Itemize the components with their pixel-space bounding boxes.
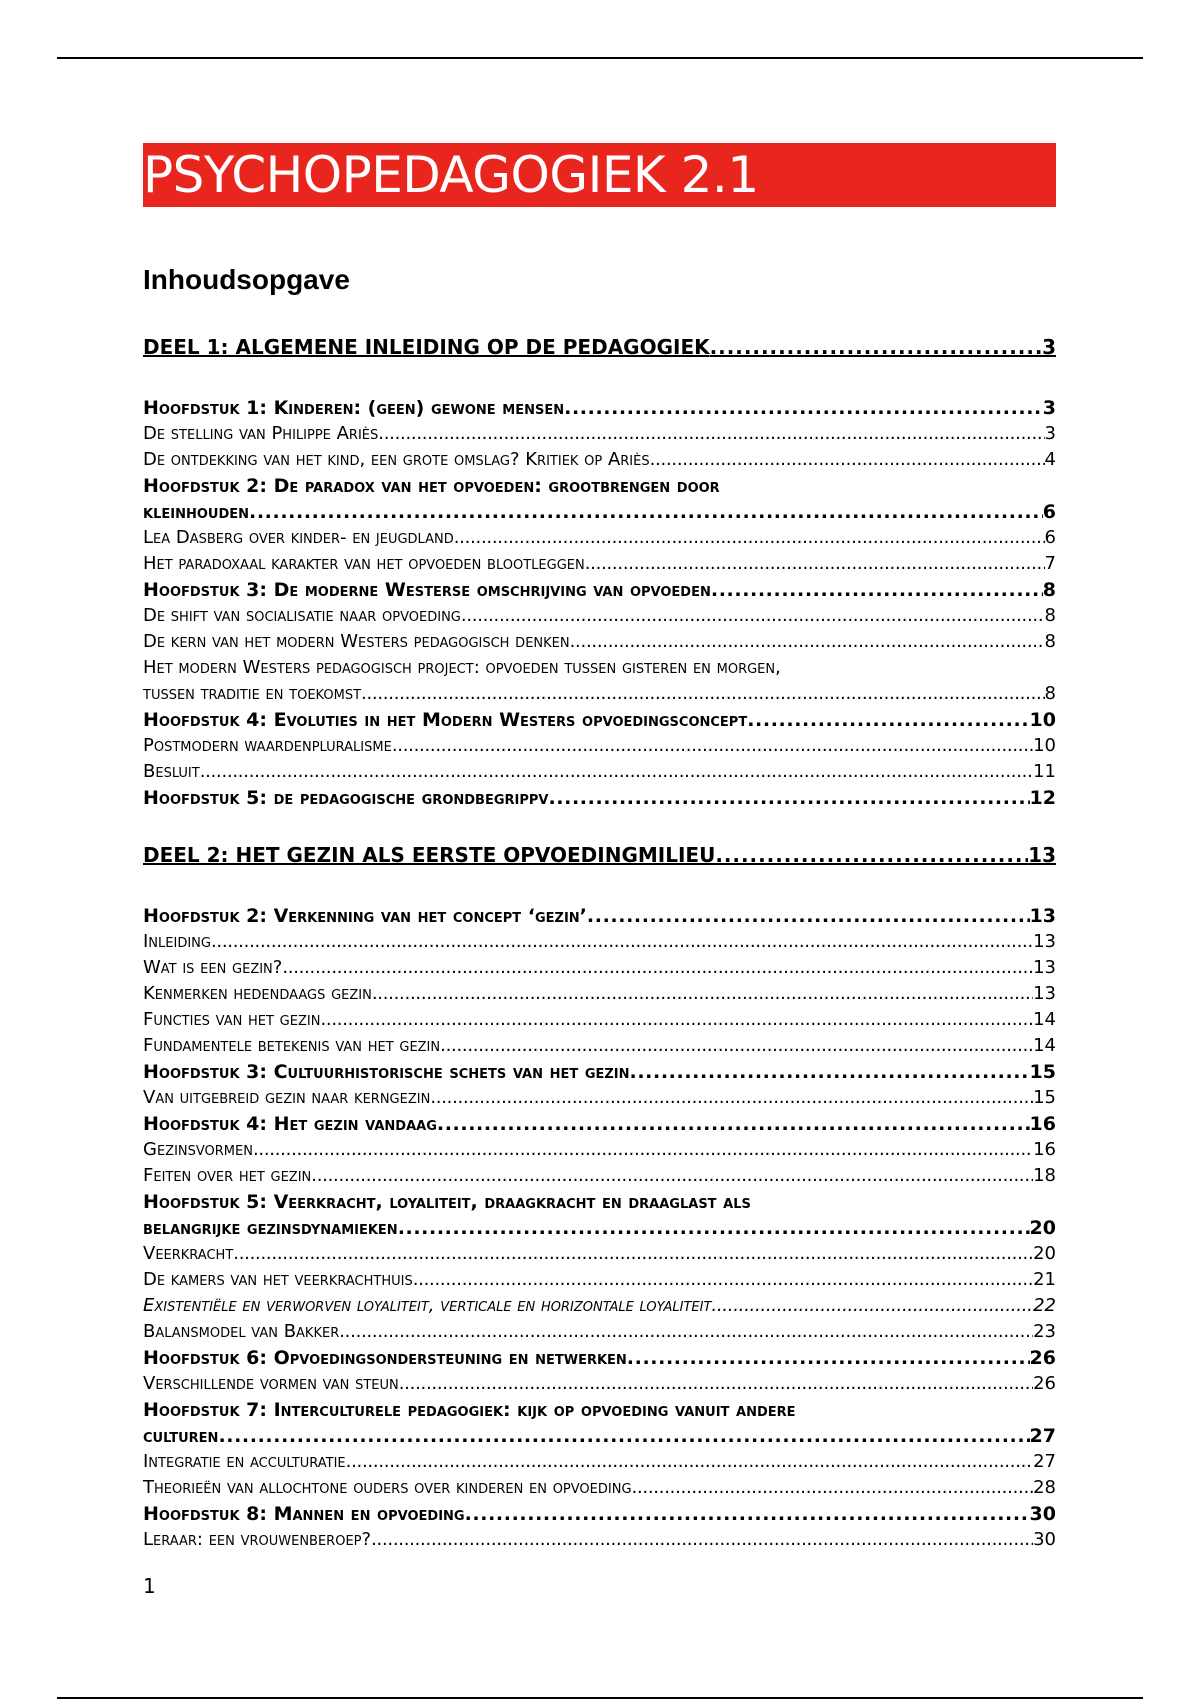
toc-entry-title: DEEL 2: HET GEZIN ALS EERSTE OPVOEDINGMILIEU (143, 843, 716, 867)
toc-entry-title: Feiten over het gezin (143, 1165, 312, 1186)
toc-entry-page: 14 (1033, 1035, 1056, 1056)
toc-entry-page: 11 (1033, 761, 1056, 782)
toc-entry-page: 14 (1033, 1009, 1056, 1030)
dot-leader (564, 395, 1043, 421)
toc-section-entry[interactable] (143, 525, 1056, 551)
dot-leader (398, 1215, 1030, 1241)
toc-entry-title-line1: Hoofdstuk 7: Interculturele pedagogiek: kijk op opvoeding vanuit andere (143, 1399, 796, 1421)
toc-entry-title: Hoofdstuk 3: De moderne Westerse omschrijving van opvoeden (143, 579, 711, 601)
toc-entry-page: 3 (1042, 335, 1056, 359)
toc-entry-page: 18 (1033, 1165, 1056, 1186)
dot-leader (371, 1527, 1033, 1553)
toc-part-entry[interactable] (143, 333, 1056, 361)
toc-chapter-entry[interactable] (143, 1397, 1056, 1449)
toc-section-entry[interactable] (143, 1475, 1056, 1501)
top-rule (57, 57, 1143, 59)
toc-chapter-entry[interactable] (143, 473, 1056, 525)
dot-leader (437, 1111, 1030, 1137)
dot-leader (461, 603, 1045, 629)
toc-entry-title: Hoofdstuk 2: Verkenning van het concept ‘gezin’ (143, 905, 587, 927)
toc-entry-title-line1: Het modern Westers pedagogisch project: opvoeden tussen gisteren en morgen, (143, 657, 781, 678)
dot-leader (311, 1163, 1033, 1189)
toc-entry-page: 8 (1044, 631, 1056, 652)
toc-entry-page: 7 (1044, 553, 1056, 574)
toc-section-entry[interactable] (143, 629, 1056, 655)
toc-chapter-entry[interactable] (143, 903, 1056, 929)
toc-entry-page: 13 (1033, 983, 1056, 1004)
toc-entry-title-line2: kleinhouden (143, 501, 249, 523)
toc-section-entry[interactable] (143, 955, 1056, 981)
toc-entry-page: 28 (1033, 1477, 1056, 1498)
dot-leader (249, 499, 1043, 525)
toc-entry-page: 26 (1029, 1347, 1056, 1369)
page-number: 1 (143, 1574, 156, 1598)
dot-leader (630, 1059, 1030, 1085)
toc-section-entry[interactable] (143, 447, 1056, 473)
dot-leader (320, 1007, 1033, 1033)
toc-section-entry[interactable] (143, 655, 1056, 707)
toc-chapter-entry[interactable] (143, 577, 1056, 603)
toc-entry-page: 10 (1029, 709, 1056, 731)
toc-entry-title: De kern van het modern Westers pedagogisch denken (143, 631, 570, 652)
toc-section-entry[interactable] (143, 1293, 1056, 1319)
toc-entry-page: 26 (1033, 1373, 1056, 1394)
dot-leader (710, 333, 1042, 361)
toc-section-entry[interactable] (143, 1033, 1056, 1059)
dot-leader (587, 903, 1030, 929)
table-of-contents (143, 333, 1056, 1553)
toc-section-entry[interactable] (143, 1449, 1056, 1475)
toc-chapter-entry[interactable] (143, 1189, 1056, 1241)
dot-leader (711, 1293, 1033, 1319)
toc-section-entry[interactable] (143, 603, 1056, 629)
toc-entry-title: Existentiële en verworven loyaliteit, verticale en horizontale loyaliteit (143, 1295, 712, 1316)
toc-entry-page: 13 (1033, 931, 1056, 952)
toc-entry-page: 8 (1044, 605, 1056, 626)
toc-entry-page: 30 (1029, 1503, 1056, 1525)
dot-leader (548, 785, 1029, 811)
toc-entry-page: 10 (1033, 735, 1056, 756)
toc-entry-page: 3 (1044, 423, 1056, 444)
toc-section-entry[interactable] (143, 1085, 1056, 1111)
toc-entry-title: Kenmerken hedendaags gezin (143, 983, 372, 1004)
toc-section-entry[interactable] (143, 733, 1056, 759)
toc-entry-title: De kamers van het veerkrachthuis (143, 1269, 413, 1290)
toc-section-entry[interactable] (143, 551, 1056, 577)
toc-entry-title-line2: culturen (143, 1425, 219, 1447)
toc-entry-title-line1: Hoofdstuk 2: De paradox van het opvoeden: grootbrengen door (143, 475, 720, 497)
dot-leader (361, 681, 1045, 707)
toc-entry-page: 8 (1042, 579, 1056, 601)
toc-entry-page: 20 (1029, 1217, 1056, 1239)
toc-entry-page: 13 (1033, 957, 1056, 978)
dot-leader (211, 929, 1033, 955)
toc-entry-title: Hoofdstuk 1: Kinderen: (geen) gewone mensen (143, 397, 565, 419)
toc-section-entry[interactable] (143, 1163, 1056, 1189)
toc-entry-title: De shift van socialisatie naar opvoeding (143, 605, 461, 626)
toc-entry-title: Verschillende vormen van steun (143, 1373, 399, 1394)
toc-entry-page: 16 (1033, 1139, 1056, 1160)
toc-entry-title: Het paradoxaal karakter van het opvoeden blootleggen (143, 553, 585, 574)
toc-entry-page: 15 (1029, 1061, 1056, 1083)
toc-entry-title-line2: belangrijke gezinsdynamieken (143, 1217, 398, 1239)
toc-entry-title: Theorieën van allochtone ouders over kinderen en opvoeding (143, 1477, 632, 1498)
toc-entry-page: 16 (1029, 1113, 1056, 1135)
toc-chapter-entry[interactable] (143, 1111, 1056, 1137)
dot-leader (218, 1423, 1029, 1449)
toc-entry-title: Besluit (143, 761, 200, 782)
toc-chapter-entry[interactable] (143, 1059, 1056, 1085)
toc-section-entry[interactable] (143, 1267, 1056, 1293)
toc-entry-title: Hoofdstuk 5: de pedagogische grondbegrippv (143, 787, 549, 809)
toc-entry-title: Fundamentele betekenis van het gezin (143, 1035, 441, 1056)
toc-entry-title: Leraar: een vrouwenberoep? (143, 1529, 372, 1550)
toc-entry-title: Hoofdstuk 3: Cultuurhistorische schets van het gezin (143, 1061, 630, 1083)
toc-entry-title: Postmodern waardenpluralisme (143, 735, 392, 756)
dot-leader (339, 1319, 1033, 1345)
toc-entry-page: 27 (1029, 1425, 1056, 1447)
toc-chapter-entry[interactable] (143, 1501, 1056, 1527)
dot-leader (378, 421, 1044, 447)
toc-section-entry[interactable] (143, 1241, 1056, 1267)
dot-leader (430, 1085, 1033, 1111)
toc-entry-page: 22 (1033, 1295, 1056, 1316)
toc-entry-title: Van uitgebreid gezin naar kerngezin (143, 1087, 431, 1108)
dot-leader (233, 1241, 1033, 1267)
toc-heading: Inhoudsopgave (143, 264, 350, 295)
toc-entry-title: De ontdekking van het kind, een grote omslag? Kritiek op Ariès (143, 449, 650, 470)
toc-entry-page: 12 (1029, 787, 1056, 809)
toc-entry-page: 15 (1033, 1087, 1056, 1108)
toc-entry-title: Hoofdstuk 4: Het gezin vandaag (143, 1113, 437, 1135)
bottom-rule (57, 1697, 1143, 1699)
dot-leader (570, 629, 1045, 655)
dot-leader (715, 841, 1028, 869)
toc-section-entry[interactable] (143, 1007, 1056, 1033)
toc-chapter-entry[interactable] (143, 395, 1056, 421)
dot-leader (200, 759, 1033, 785)
toc-part-entry[interactable] (143, 841, 1056, 869)
toc-entry-page: 4 (1044, 449, 1056, 470)
toc-entry-title: DEEL 1: ALGEMENE INLEIDING OP DE PEDAGOGIEK (143, 335, 710, 359)
dot-leader (465, 1501, 1030, 1527)
toc-entry-page: 13 (1029, 905, 1056, 927)
dot-leader (399, 1371, 1033, 1397)
toc-entry-title: De stelling van Philippe Ariès (143, 423, 379, 444)
dot-leader (282, 955, 1033, 981)
toc-entry-title: Hoofdstuk 6: Opvoedingsondersteuning en netwerken (143, 1347, 627, 1369)
toc-section-entry[interactable] (143, 1137, 1056, 1163)
toc-entry-title: Wat is een gezin? (143, 957, 283, 978)
toc-section-entry[interactable] (143, 929, 1056, 955)
dot-leader (454, 525, 1045, 551)
dot-leader (632, 1475, 1034, 1501)
toc-entry-title-line2: tussen traditie en toekomst (143, 683, 362, 704)
toc-entry-title: Integratie en acculturatie (143, 1451, 346, 1472)
toc-entry-page: 6 (1042, 501, 1056, 523)
toc-entry-title: Lea Dasberg over kinder- en jeugdland (143, 527, 454, 548)
dot-leader (413, 1267, 1033, 1293)
toc-entry-page: 30 (1033, 1529, 1056, 1550)
toc-chapter-entry[interactable] (143, 785, 1056, 811)
toc-entry-page: 21 (1033, 1269, 1056, 1290)
toc-entry-title: Balansmodel van Bakker (143, 1321, 340, 1342)
toc-entry-title: Inleiding (143, 931, 211, 952)
dot-leader (392, 733, 1033, 759)
toc-entry-page: 8 (1044, 683, 1056, 704)
toc-entry-page: 27 (1033, 1451, 1056, 1472)
toc-section-entry[interactable] (143, 981, 1056, 1007)
dot-leader (346, 1449, 1033, 1475)
toc-entry-page: 23 (1033, 1321, 1056, 1342)
toc-entry-title: Functies van het gezin (143, 1009, 321, 1030)
dot-leader (711, 577, 1043, 603)
dot-leader (747, 707, 1029, 733)
toc-entry-title: Hoofdstuk 8: Mannen en opvoeding (143, 1503, 465, 1525)
toc-chapter-entry[interactable] (143, 1345, 1056, 1371)
toc-entry-title: Veerkracht (143, 1243, 234, 1264)
toc-section-entry[interactable] (143, 1319, 1056, 1345)
toc-section-entry[interactable] (143, 421, 1056, 447)
dot-leader (372, 981, 1033, 1007)
toc-section-entry[interactable] (143, 1371, 1056, 1397)
toc-entry-page: 3 (1042, 397, 1056, 419)
toc-entry-title-line1: Hoofdstuk 5: Veerkracht, loyaliteit, draagkracht en draaglast als (143, 1191, 751, 1213)
document-title-banner: PSYCHOPEDAGOGIEK 2.1 (143, 143, 1056, 207)
toc-chapter-entry[interactable] (143, 707, 1056, 733)
dot-leader (650, 447, 1045, 473)
dot-leader (253, 1137, 1033, 1163)
toc-entry-page: 6 (1044, 527, 1056, 548)
dot-leader (440, 1033, 1033, 1059)
toc-section-entry[interactable] (143, 759, 1056, 785)
toc-section-entry[interactable] (143, 1527, 1056, 1553)
toc-entry-page: 13 (1028, 843, 1056, 867)
toc-entry-title: Hoofdstuk 4: Evoluties in het Modern Westers opvoedingsconcept (143, 709, 748, 731)
dot-leader (585, 551, 1045, 577)
toc-entry-page: 20 (1033, 1243, 1056, 1264)
toc-entry-title: Gezinsvormen (143, 1139, 253, 1160)
dot-leader (627, 1345, 1030, 1371)
